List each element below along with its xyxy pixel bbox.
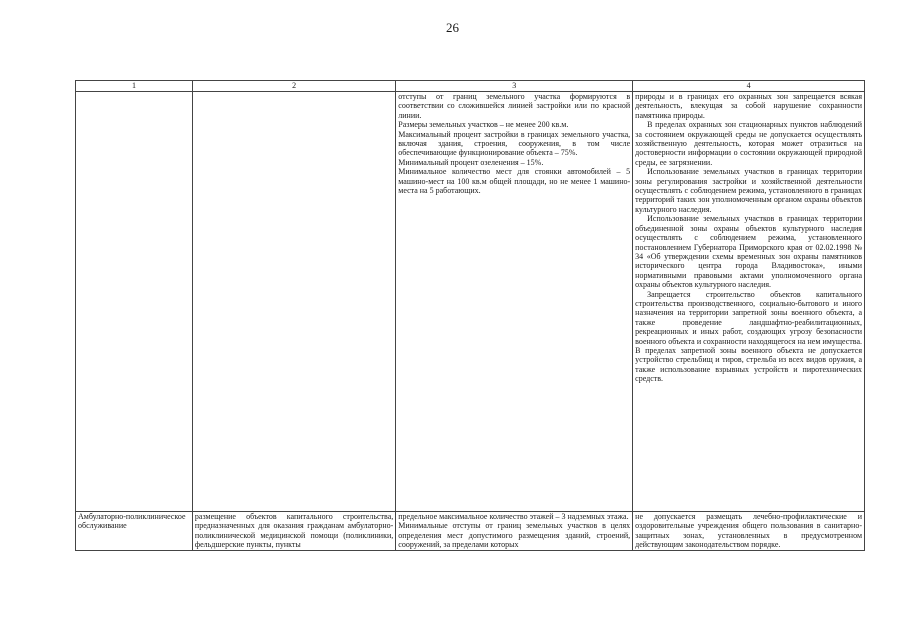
use-type-cell	[76, 92, 193, 512]
table-row	[76, 512, 865, 551]
header-cell-3: 3	[396, 81, 633, 92]
use-description-cell: размещение объектов капитального строительства, предназначенных для оказания гражданам амбулаторно-поликлинической медицинской помощи (поликлиники, фельдшерские пункты, пункты	[192, 512, 395, 551]
zoning-regulations-table	[75, 80, 865, 551]
restriction-paragraph: Запрещается строительство объектов капитального строительства производственного, социально-бытового и иного назначения на территории запретной зоны военного объекта, а также проведение ландшафтно-реабилитационных, рекреационных и иных работ, создающих угрозу безопасности военного объекта и сохранности находящегося на нем имущества. В пределах запретной зоны военного объекта не допускается устройство стрельбищ и тиров, стрельба из всех видов оружия, а также использование взрывных устройств и пиротехнических средств.	[635, 289, 862, 384]
use-description-cell	[192, 92, 395, 512]
restriction-paragraph: природы и в границах его охранных зон запрещается всякая деятельность, влекущая за собой нарушение сохранности памятника природы.	[635, 92, 862, 120]
table-row	[76, 92, 865, 512]
restrictions-cell: не допускается размещать лечебно-профилактические и оздоровительные учреждения общего пользования в санитарно-защитных зонах, установленных в предусмотренном действующим законодательством порядке.	[633, 512, 865, 551]
page-number: 26	[446, 20, 459, 35]
header-cell-1: 1	[76, 81, 193, 92]
restriction-paragraph: В пределах охранных зон стационарных пунктов наблюдений за состоянием окружающей среды не допускается осуществлять хозяйственную деятельность, которая может отразиться на достоверности информации о состоянии окружающей природной среды, ее загрязнении.	[635, 120, 862, 167]
header-cell-2: 2	[192, 81, 395, 92]
restriction-paragraph: Использование земельных участков в границах территории зоны регулирования застройки и хозяйственной деятельности осуществлять с соблюдением режима, установленного в границах территорий таких зон уполномоченным органом охраны объектов культурного наследия.	[635, 167, 862, 214]
parameter-paragraph: Максимальный процент застройки в границах земельного участка, включая здания, строения, сооружения, в том числе обеспечивающие функционирование объекта – 75%.	[398, 129, 631, 158]
table-header-row	[76, 81, 865, 92]
parameter-paragraph: отступы от границ земельного участка формируются в соответствии со сложившейся линией застройки или по красной линии.	[398, 92, 631, 120]
parameter-paragraph: предельное максимальное количество этажей – 3 надземных этажа.	[398, 512, 629, 521]
parameters-cell	[396, 512, 633, 551]
use-type-cell: Амбулаторно-поликлиническое обслуживание	[76, 512, 193, 551]
parameter-paragraph: Минимальный процент озеленения – 15%.	[398, 157, 544, 167]
parameter-paragraph: Минимальные отступы от границ земельных участков в целях определения мест допустимого размещения зданий, строений, сооружений, за пределами которых	[398, 521, 631, 550]
header-cell-4: 4	[633, 81, 865, 92]
parameter-paragraph: Размеры земельных участков – не менее 200 кв.м.	[398, 120, 569, 130]
parameters-cell	[396, 92, 633, 512]
restriction-paragraph: Использование земельных участков в границах территории объединенной зоны охраны объектов культурного наследия осуществлять с соблюдением режима, установленного постановлением Губернатора Приморского края от 02.02.1998 № 34 «Об утверждении схемы временных зон охраны памятников исторического центра города Владивостока», иными нормативными правовыми актами уполномоченного органа охраны объектов культурного наследия.	[635, 214, 862, 290]
parameter-paragraph: Минимальное количество мест для стоянки автомобилей – 5 машино-мест на 100 кв.м общей площади, но не менее 1 машино-места на 5 работающих.	[398, 167, 631, 196]
restrictions-cell	[633, 92, 865, 512]
